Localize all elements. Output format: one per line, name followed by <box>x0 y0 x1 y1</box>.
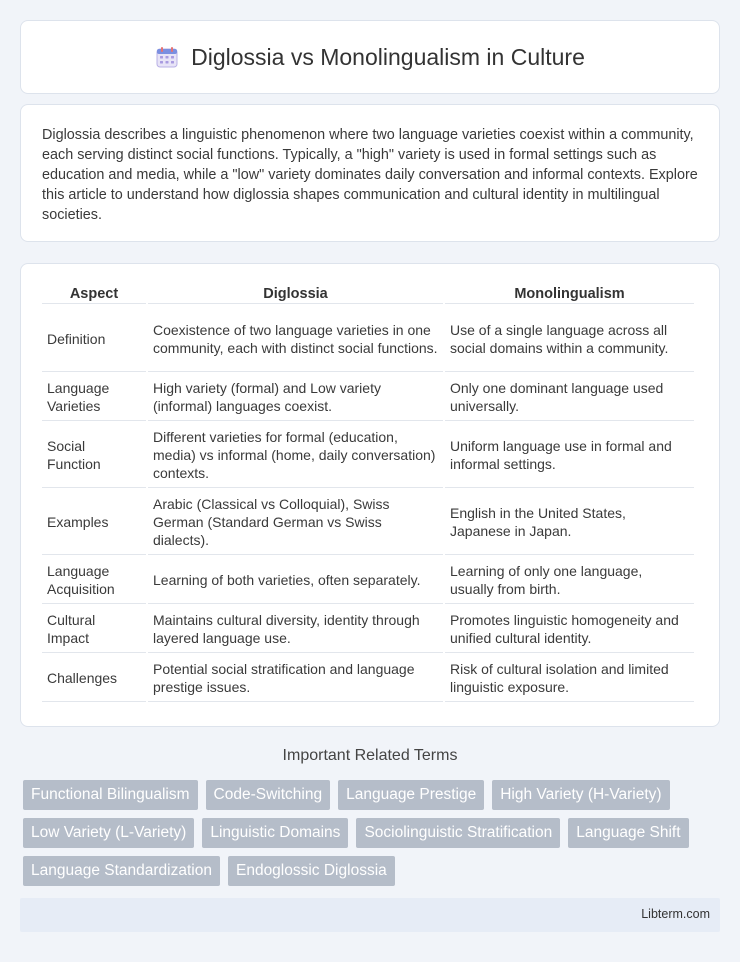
cell-monolingualism: Only one dominant language used universally. <box>445 374 694 421</box>
comparison-table <box>40 280 696 704</box>
header-card <box>20 20 720 94</box>
cell-aspect: Social Function <box>42 423 146 488</box>
footer-brand-link[interactable]: Libterm.com <box>641 907 710 921</box>
table-row <box>42 655 694 702</box>
calendar-icon <box>155 45 179 69</box>
cell-monolingualism: Uniform language use in formal and informal settings. <box>445 423 694 488</box>
related-term-tag[interactable]: Language Standardization <box>23 856 220 886</box>
table-row <box>42 557 694 604</box>
related-term-tag[interactable]: Functional Bilingualism <box>23 780 198 810</box>
cell-aspect: Definition <box>42 306 146 372</box>
header-aspect: Aspect <box>42 282 146 304</box>
cell-aspect: Cultural Impact <box>42 606 146 653</box>
related-term-tag[interactable]: Low Variety (L-Variety) <box>23 818 194 848</box>
header-diglossia: Diglossia <box>148 282 443 304</box>
cell-diglossia: Maintains cultural diversity, identity through layered language use. <box>148 606 443 653</box>
cell-monolingualism: Promotes linguistic homogeneity and unified cultural identity. <box>445 606 694 653</box>
related-term-tag[interactable]: Language Prestige <box>338 780 484 810</box>
cell-monolingualism: Learning of only one language, usually from birth. <box>445 557 694 604</box>
related-terms-list <box>23 780 723 886</box>
related-term-tag[interactable]: Sociolinguistic Stratification <box>356 818 560 848</box>
cell-aspect: Examples <box>42 490 146 555</box>
table-header-row <box>42 282 694 304</box>
cell-diglossia: Learning of both varieties, often separately. <box>148 557 443 604</box>
cell-monolingualism: English in the United States, Japanese in Japan. <box>445 490 694 555</box>
footer <box>20 898 720 932</box>
cell-diglossia: Arabic (Classical vs Colloquial), Swiss German (Standard German vs Swiss dialects). <box>148 490 443 555</box>
cell-diglossia: High variety (formal) and Low variety (informal) languages coexist. <box>148 374 443 421</box>
table-row <box>42 490 694 555</box>
related-terms-title: Important Related Terms <box>282 747 458 764</box>
cell-diglossia: Different varieties for formal (education, media) vs informal (home, daily conversation) contexts. <box>148 423 443 488</box>
table-row <box>42 374 694 421</box>
table-row <box>42 606 694 653</box>
comparison-card <box>20 263 720 727</box>
cell-monolingualism: Risk of cultural isolation and limited linguistic exposure. <box>445 655 694 702</box>
cell-monolingualism: Use of a single language across all social domains within a community. <box>445 306 694 372</box>
cell-diglossia: Potential social stratification and language prestige issues. <box>148 655 443 702</box>
intro-card <box>20 104 720 242</box>
header-monolingualism: Monolingualism <box>445 282 694 304</box>
page-title: Diglossia vs Monolingualism in Culture <box>191 43 585 70</box>
cell-diglossia: Coexistence of two language varieties in one community, each with distinct social functions. <box>148 306 443 372</box>
related-term-tag[interactable]: High Variety (H-Variety) <box>492 780 669 810</box>
table-row <box>42 306 694 372</box>
cell-aspect: Language Varieties <box>42 374 146 421</box>
cell-aspect: Language Acquisition <box>42 557 146 604</box>
cell-aspect: Challenges <box>42 655 146 702</box>
related-term-tag[interactable]: Linguistic Domains <box>202 818 348 848</box>
related-term-tag[interactable]: Code-Switching <box>206 780 331 810</box>
intro-text: Diglossia describes a linguistic phenomenon where two language varieties coexist within a community, each serving distinct social functions. Typically, a "high" variety is used in formal settings such as education and media, while a "low" variety dominates daily conversation and informal contexts. Explore this article to understand how diglossia shapes communication and cultural identity in multilingual societies. <box>42 127 698 223</box>
table-row <box>42 423 694 488</box>
related-term-tag[interactable]: Language Shift <box>568 818 688 848</box>
related-term-tag[interactable]: Endoglossic Diglossia <box>228 856 395 886</box>
